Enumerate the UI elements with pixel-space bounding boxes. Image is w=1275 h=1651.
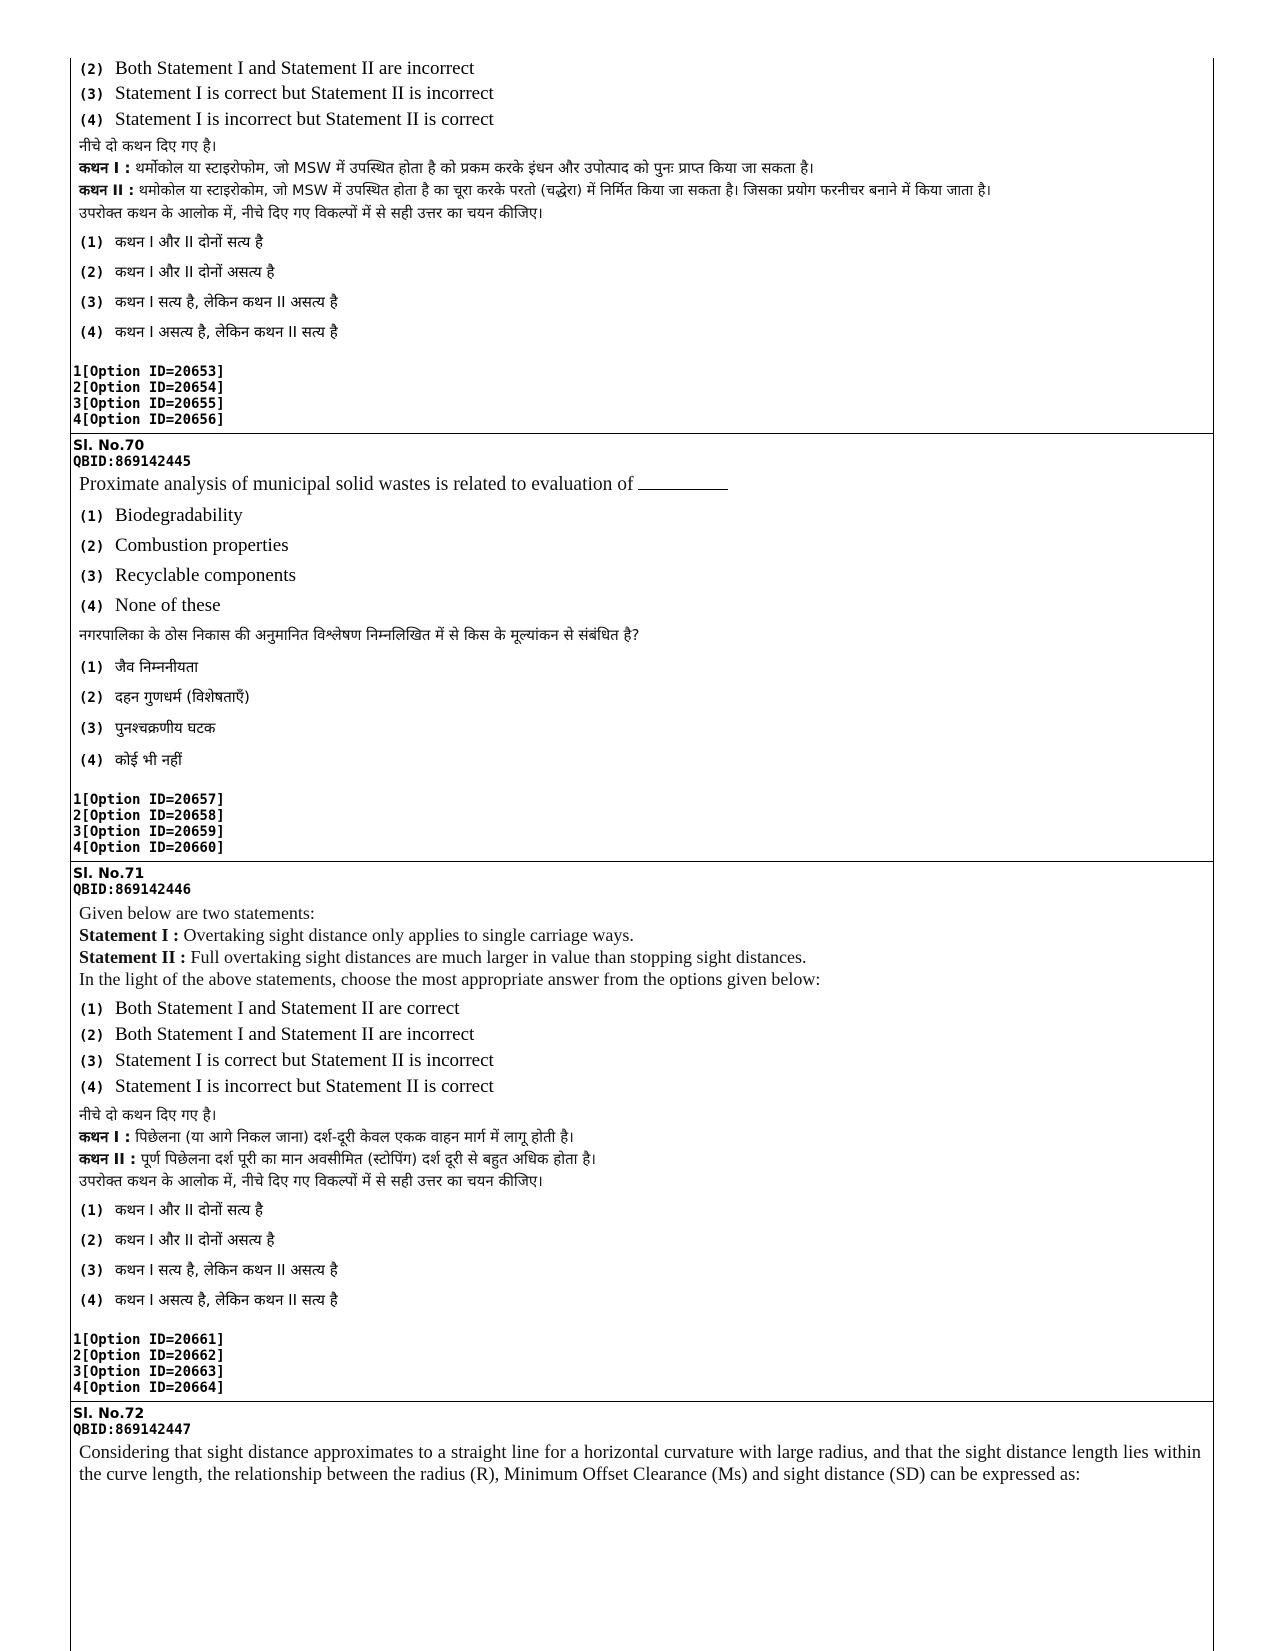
q71-option-id-4: 4[Option ID=20664]	[73, 1380, 225, 1396]
q71-statement-2-en: Statement II : Full overtaking sight distances are much larger in value than stopping sight distances.	[79, 947, 807, 967]
q71-option-hi-2: (2) कथन I और II दोनों असत्य है	[79, 1231, 275, 1249]
q69-option-en-4: (4) Statement I is incorrect but Statement II is correct	[79, 109, 494, 130]
q71-hi-statement-1: कथन I : पिछेलना (या आगे निकल जाना) दर्श-दूरी केवल एकक वाहन मार्ग में लागू होती है।	[79, 1128, 574, 1146]
section-divider	[71, 433, 1213, 434]
q69-option-hi-4: (4) कथन I असत्य है, लेकिन कथन II सत्य है	[79, 323, 338, 341]
q70-option-id-1: 1[Option ID=20657]	[73, 792, 225, 808]
q71-option-en-1: (1) Both Statement I and Statement II are correct	[79, 998, 460, 1019]
q70-qbid: QBID:869142445	[73, 454, 192, 470]
q69-option-id-3: 3[Option ID=20655]	[73, 396, 225, 412]
q69-option-en-3: (3) Statement I is correct but Statement II is incorrect	[79, 83, 494, 104]
q69-option-hi-3: (3) कथन I सत्य है, लेकिन कथन II असत्य है	[79, 293, 338, 311]
q70-option-id-4: 4[Option ID=20660]	[73, 840, 225, 856]
q70-option-id-2: 2[Option ID=20658]	[73, 808, 225, 824]
q70-question-hi: नगरपालिका के ठोस निकास की अनुमानित विश्लेषण निम्नलिखित में से किस के मूल्यांकन से संबंधित है?	[79, 626, 640, 644]
q70-option-en-3: (3) Recyclable components	[79, 565, 296, 586]
q69-option-hi-1: (1) कथन I और II दोनों सत्य है	[79, 233, 264, 251]
q69-option-en-2: (2) Both Statement I and Statement II are incorrect	[79, 58, 475, 79]
q71-statement-1-en: Statement I : Overtaking sight distance only applies to single carriage ways.	[79, 925, 634, 945]
q70-option-en-2: (2) Combustion properties	[79, 535, 289, 556]
q72-serial: Sl. No.72	[73, 1406, 145, 1422]
answer-blank	[638, 475, 728, 490]
q71-option-en-3: (3) Statement I is correct but Statement II is incorrect	[79, 1050, 494, 1071]
q69-option-id-2: 2[Option ID=20654]	[73, 380, 225, 396]
q69-hi-statement-1: कथन I : थर्मोकोल या स्टाइरोफोम, जो MSW में उपस्थित होता है को प्रकम करके इंधन और उपोत्पाद को पुनः प्राप्त किया जा सकता है।	[79, 159, 814, 177]
q71-instruction-en: In the light of the above statements, choose the most appropriate answer from the options given below:	[79, 969, 821, 989]
q69-hi-intro: नीचे दो कथन दिए गए है।	[79, 137, 217, 155]
q70-option-hi-1: (1) जैव निम्ननीयता	[79, 658, 199, 676]
q70-question-en: Proximate analysis of municipal solid wastes is related to evaluation of	[79, 474, 728, 496]
q71-option-hi-4: (4) कथन I असत्य है, लेकिन कथन II सत्य है	[79, 1291, 338, 1309]
q71-option-id-3: 3[Option ID=20663]	[73, 1364, 225, 1380]
q72-question-en: Considering that sight distance approximates to a straight line for a horizontal curvature with large radius, and that the sight distance length lies within the curve length, the relationship between the radius (R), Minimum Offset Clearance (Ms) and sight distance (SD) can be expressed as:	[79, 1443, 1201, 1485]
q70-option-hi-2: (2) दहन गुणधर्म (विशेषताएँ)	[79, 688, 250, 706]
q71-hi-instruction: उपरोक्त कथन के आलोक में, नीचे दिए गए विकल्पों में से सही उत्तर का चयन कीजिए।	[79, 1172, 543, 1190]
q69-option-id-1: 1[Option ID=20653]	[73, 364, 225, 380]
q70-option-en-1: (1) Biodegradability	[79, 505, 243, 526]
q70-option-hi-4: (4) कोई भी नहीं	[79, 751, 182, 769]
q71-option-hi-1: (1) कथन I और II दोनों सत्य है	[79, 1201, 264, 1219]
q71-qbid: QBID:869142446	[73, 882, 192, 898]
q71-option-id-1: 1[Option ID=20661]	[73, 1332, 225, 1348]
q72-qbid: QBID:869142447	[73, 1422, 192, 1438]
section-divider	[71, 1401, 1213, 1402]
q70-option-hi-3: (3) पुनश्चक्रणीय घटक	[79, 719, 216, 737]
q70-serial: Sl. No.70	[73, 438, 145, 454]
q71-hi-intro: नीचे दो कथन दिए गए है।	[79, 1106, 217, 1124]
section-divider	[71, 861, 1213, 862]
q70-option-id-3: 3[Option ID=20659]	[73, 824, 225, 840]
q71-intro-en: Given below are two statements:	[79, 903, 315, 923]
q69-option-hi-2: (2) कथन I और II दोनों असत्य है	[79, 263, 275, 281]
question-page	[70, 58, 1214, 1651]
q69-hi-instruction: उपरोक्त कथन के आलोक में, नीचे दिए गए विकल्पों में से सही उत्तर का चयन कीजिए।	[79, 204, 543, 222]
q71-option-hi-3: (3) कथन I सत्य है, लेकिन कथन II असत्य है	[79, 1261, 338, 1279]
q71-option-en-4: (4) Statement I is incorrect but Statement II is correct	[79, 1076, 494, 1097]
q70-option-en-4: (4) None of these	[79, 595, 221, 616]
q69-hi-statement-2: कथन II : थमोकोल या स्टाइरोकोम, जो MSW में उपस्थित होता है का चूरा करके परतो (चद्धेरा) में निर्मित किया जा सकता है। जिसका प्रयोग फरनीचर बनाने में किया जाता है।	[79, 183, 991, 199]
q69-option-id-4: 4[Option ID=20656]	[73, 412, 225, 428]
q71-hi-statement-2: कथन II : पूर्ण पिछेलना दर्श पूरी का मान अवसीमित (स्टोपिंग) दर्श दूरी से बहुत अधिक होता है।	[79, 1150, 596, 1168]
q71-option-en-2: (2) Both Statement I and Statement II are incorrect	[79, 1024, 475, 1045]
q71-option-id-2: 2[Option ID=20662]	[73, 1348, 225, 1364]
q71-serial: Sl. No.71	[73, 866, 145, 882]
